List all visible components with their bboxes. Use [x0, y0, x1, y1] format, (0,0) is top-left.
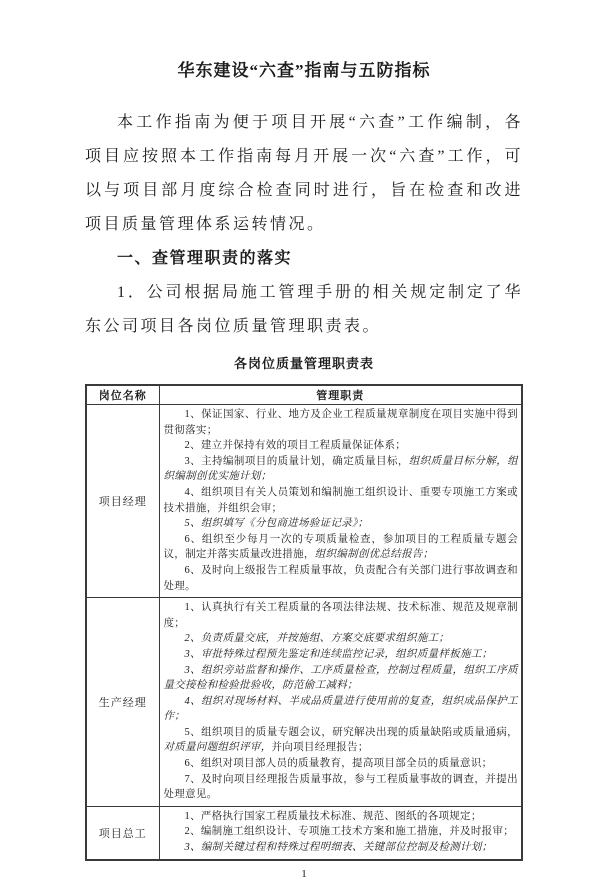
table-row [86, 405, 522, 598]
duties-cell [159, 405, 522, 598]
column-header-position: 岗位名称 [86, 385, 159, 405]
page-number: 1 [301, 867, 307, 880]
table-title: 各岗位质量管理职责表 [233, 356, 374, 371]
duty-item [164, 647, 519, 663]
column-header-duties: 管理职责 [159, 385, 522, 405]
duties-cell [159, 598, 522, 807]
table-header-row [86, 385, 522, 405]
duty-item [164, 809, 519, 825]
duty-item [164, 824, 519, 840]
duty-item [164, 563, 519, 594]
section-heading: 一、查管理职责的落实 [117, 250, 293, 267]
duties-cell [159, 806, 522, 859]
duty-item [164, 485, 519, 516]
duty-item [164, 725, 519, 756]
position-cell: 项目总工 [86, 806, 159, 859]
duty-text-italic: 2、负责质量交底，并按施组、方案交底要求组织施工； [184, 633, 450, 645]
intro-paragraph: 本工作指南为便于项目开展“六查”工作编制，各项目应按照本工作指南每月开展一次“六查”工作，可以与项目部月度综合检查同时进行，旨在检查和改进项目质量管理体系运转情况。 [85, 114, 523, 233]
duty-text: 2、编制施工组织设计、专项施工技术方案和施工措施，并及时报审； [184, 826, 515, 838]
duty-text: 并向项目经理报告； [271, 742, 369, 754]
body-paragraph: 1．公司根据局施工管理手册的相关规定制定了华东公司项目各岗位质量管理职责表。 [85, 284, 523, 335]
duty-text: 5、组织项目的质量专题会议，研究解决出现的质量缺陷或质量通病， [184, 726, 518, 738]
duty-text-italic: 3、审批特殊过程预先鉴定和连续监控记录，组织质量样板施工； [184, 648, 493, 660]
duty-text: 7、及时向项目经理报告质量事故，参与工程质量事故的调查，并提出处理意见。 [163, 773, 518, 801]
duty-item [164, 840, 519, 856]
duty-item [164, 772, 519, 803]
duty-item [164, 756, 519, 772]
duty-text: 1、严格执行国家工程质量技术标准、规范、图纸的各项规定； [184, 810, 482, 822]
duty-text-italic: 对质量问题组织评审， [163, 742, 272, 754]
duty-text: 3、主持编制项目的质量计划，确定质量目标， [184, 455, 409, 467]
duty-item [164, 516, 519, 532]
duty-text-italic: 5、组织填写《分包商进场验证记录》； [184, 518, 369, 530]
duty-text-italic: 3、编制关键过程和特殊过程明细表、关键部位控制及检测计划； [184, 842, 493, 854]
duty-text: 6、组织对项目部人员的质量教育，提高项目部全员的质量意识； [184, 758, 493, 770]
table-row [86, 806, 522, 859]
position-cell: 项目经理 [86, 405, 159, 598]
duty-text-italic: 组织编制创优总结报告； [314, 549, 434, 561]
duty-item [164, 663, 519, 694]
page-title: 华东建设“六查”指南与五防指标 [177, 61, 431, 80]
duty-item [164, 631, 519, 647]
duty-text: 1、保证国家、行业、地方及企业工程质量规章制度在项目实施中得到贯彻落实； [163, 409, 518, 436]
duty-item [164, 694, 519, 725]
duty-text-italic: 3、组织旁站监督和操作、工序质量检查，控制过程质量，组织工序质量交接检和检验批验收，防范偷工减料； [163, 664, 518, 692]
duty-text: 2、建立并保持有效的项目工程质量保证体系； [184, 440, 407, 452]
duty-item [164, 438, 519, 454]
duty-item [164, 454, 519, 485]
duty-text: 6、及时向上级报告工程质量事故，负责配合有关部门进行事故调查和处理。 [163, 564, 518, 592]
table-row [86, 598, 522, 807]
duty-item [164, 532, 519, 563]
duties-table [85, 384, 523, 861]
duty-item [164, 600, 519, 631]
duty-text-italic: 4、组织对现场材料、半成品质量进行使用前的复查，组织成品保护工作； [163, 695, 518, 723]
duty-text: 4、组织项目有关人员策划和编制施工组织设计、重要专项施工方案或技术措施，并组织会审； [163, 486, 518, 514]
duty-text-italic: 组织质量目标分解，组织编制创优实施计划； [163, 455, 518, 483]
position-cell: 生产经理 [86, 598, 159, 807]
duty-text: 6、组织至少每月一次的专项质量检查，参加项目的工程质量专题会议，制定并落实质量改进措施， [163, 533, 518, 561]
duty-item [164, 407, 519, 438]
duty-text: 1、认真执行有关工程质量的各项法律法规、技术标准、规范及规章制度； [163, 602, 518, 629]
